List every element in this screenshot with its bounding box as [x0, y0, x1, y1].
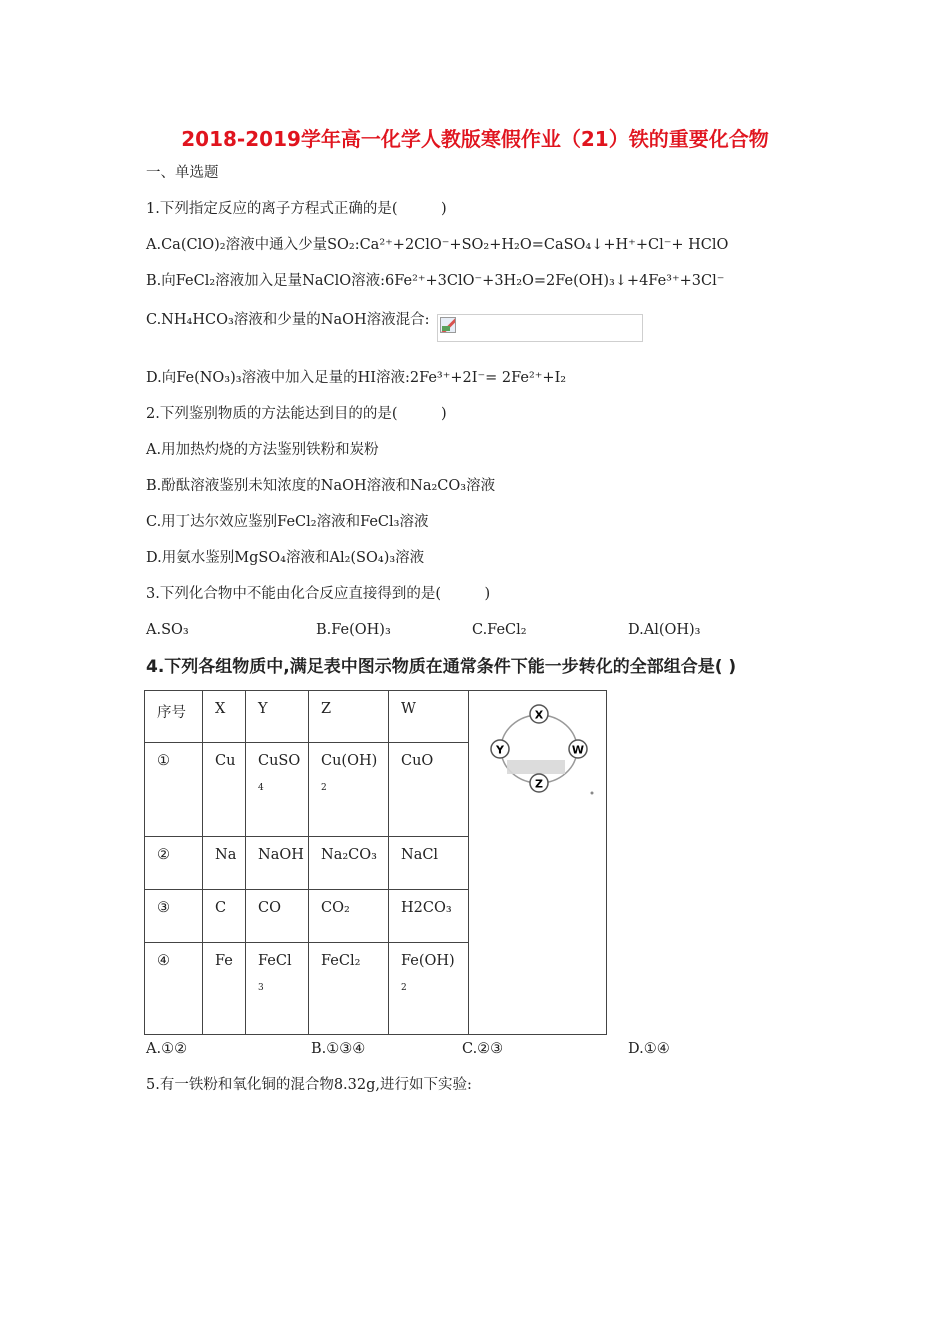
q3-option-b: B.Fe(OH)₃ — [316, 622, 391, 638]
broken-image-placeholder — [437, 314, 643, 342]
table-header: X — [203, 691, 246, 743]
q2-stem: 2.下列鉴别物质的方法能达到目的的是( ) — [146, 406, 447, 422]
table-header: Y — [246, 691, 309, 743]
row-number: ② — [145, 837, 203, 890]
q4-stem: 4.下列各组物质中,满足表中图示物质在通常条件下能一步转化的全部组合是( ) — [146, 657, 737, 677]
cell-z-text: Cu(OH) — [321, 753, 378, 769]
q4-table — [144, 690, 607, 1035]
cell-y — [246, 943, 309, 1035]
cell-w-text: Fe(OH) — [401, 953, 455, 969]
q4-option-d: D.①④ — [628, 1041, 670, 1057]
cell-y-subscript: 4 — [258, 783, 264, 793]
cell-y — [246, 743, 309, 837]
node-y-label: Y — [496, 743, 504, 757]
cell-x: Na — [203, 837, 246, 890]
node-z-label: Z — [535, 777, 543, 791]
q4-option-a: A.①② — [146, 1041, 188, 1057]
q2-option-b: B.酚酞溶液鉴别未知浓度的NaOH溶液和Na₂CO₃溶液 — [146, 478, 496, 494]
q1-option-c: C.NH₄HCO₃溶液和少量的NaOH溶液混合: — [146, 312, 430, 328]
q1-option-a: A.Ca(ClO)₂溶液中通入少量SO₂:Ca²⁺+2ClO⁻+SO₂+H₂O=CaSO₄↓+H⁺+Cl⁻+ HClO — [146, 237, 729, 253]
cell-y-text: CuSO — [258, 753, 301, 769]
row-number: ③ — [145, 890, 203, 943]
row-number: ④ — [145, 943, 203, 1035]
table-header: Z — [309, 691, 389, 743]
cell-y: NaOH — [246, 837, 309, 890]
q2-option-c: C.用丁达尔效应鉴别FeCl₂溶液和FeCl₃溶液 — [146, 514, 429, 530]
cell-x: Fe — [203, 943, 246, 1035]
table-header: 序号 — [145, 691, 203, 743]
cell-z — [309, 743, 389, 837]
q3-option-a: A.SO₃ — [146, 622, 189, 638]
cycle-diagram-cell — [469, 691, 607, 1035]
cell-z: CO₂ — [309, 890, 389, 943]
q4-option-b: B.①③④ — [311, 1041, 366, 1057]
q1-stem: 1.下列指定反应的离子方程式正确的是( ) — [146, 201, 447, 217]
q5-stem: 5.有一铁粉和氧化铜的混合物8.32g,进行如下实验: — [146, 1077, 472, 1093]
cell-w: CuO — [389, 743, 469, 837]
q2-option-a: A.用加热灼烧的方法鉴别铁粉和炭粉 — [146, 442, 379, 458]
cell-y-subscript: 3 — [258, 983, 264, 993]
node-w-label: W — [571, 743, 585, 757]
broken-image-icon — [440, 317, 456, 333]
cell-w — [389, 943, 469, 1035]
section-heading: 一、单选题 — [146, 165, 219, 181]
cell-w-subscript: 2 — [401, 983, 407, 993]
cell-x: C — [203, 890, 246, 943]
cell-z: Na₂CO₃ — [309, 837, 389, 890]
cell-y-text: FeCl — [258, 953, 292, 969]
node-x-label: X — [534, 708, 544, 722]
cell-w: H2CO₃ — [389, 890, 469, 943]
cell-x: Cu — [203, 743, 246, 837]
cell-z-subscript: 2 — [321, 783, 327, 793]
q3-stem: 3.下列化合物中不能由化合反应直接得到的是( ) — [146, 586, 491, 602]
page-title: 2018-2019学年高一化学人教版寒假作业（21）铁的重要化合物 — [181, 127, 769, 151]
cycle-diagram — [469, 691, 605, 1031]
q3-option-d: D.Al(OH)₃ — [628, 622, 701, 638]
q2-option-d: D.用氨水鉴别MgSO₄溶液和Al₂(SO₄)₃溶液 — [146, 550, 425, 566]
cell-y: CO — [246, 890, 309, 943]
q1-option-b: B.向FeCl₂溶液加入足量NaClO溶液:6Fe²⁺+3ClO⁻+3H₂O=2Fe(OH)₃↓+4Fe³⁺+3Cl⁻ — [146, 273, 725, 289]
table-header: W — [389, 691, 469, 743]
cell-w: NaCl — [389, 837, 469, 890]
q4-option-c: C.②③ — [462, 1041, 504, 1057]
q1-option-d: D.向Fe(NO₃)₃溶液中加入足量的HI溶液:2Fe³⁺+2I⁻= 2Fe²⁺+I₂ — [146, 370, 567, 386]
row-number: ① — [145, 743, 203, 837]
cell-z: FeCl₂ — [309, 943, 389, 1035]
q3-option-c: C.FeCl₂ — [472, 622, 527, 638]
